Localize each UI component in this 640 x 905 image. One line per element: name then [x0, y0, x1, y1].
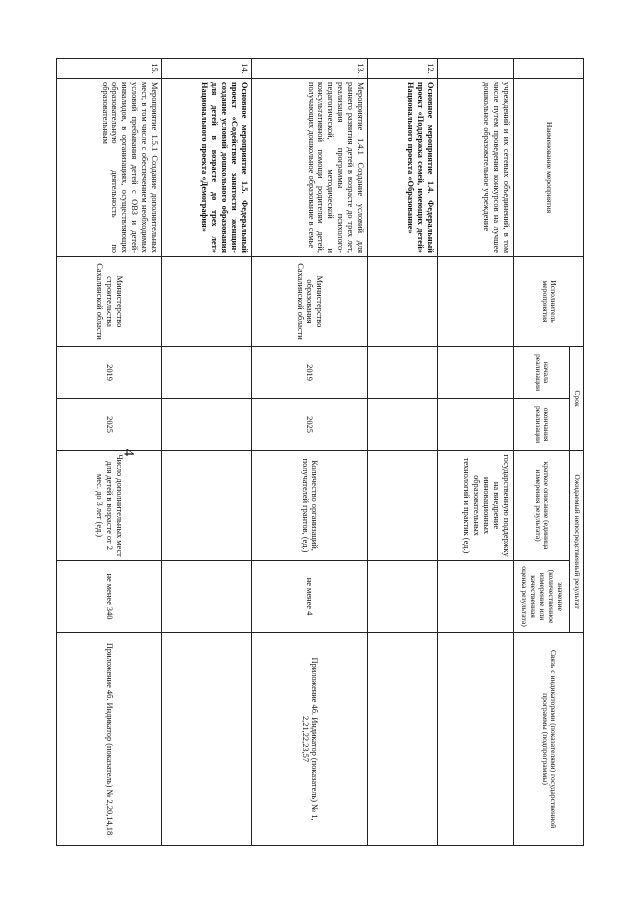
row-result-value: не менее 4: [252, 561, 368, 633]
header-result-value: значение (количественное измерение или качественная оценка результата): [514, 561, 570, 633]
row-name: учреждений и их сетевых объединений, в том числе путем проведения конкурсов на лучшее дошкольное образовательное учреждение: [438, 79, 514, 257]
table-row: [162, 59, 252, 846]
page-number: 4: [120, 448, 137, 457]
row-executor: [368, 257, 438, 347]
row-result-value: не менее 340: [57, 561, 162, 633]
row-end: [368, 399, 438, 451]
row-result-desc: Число дополнительных мест для детей в возрасте от 2 мес. до 3 лет (ед.): [57, 451, 162, 561]
row-start: [162, 347, 252, 399]
row-num: 13.: [252, 59, 368, 79]
row-executor: [162, 257, 252, 347]
measures-table: [56, 58, 584, 846]
row-start: [368, 347, 438, 399]
row-start: 2019: [57, 347, 162, 399]
header-result: Ожидаемый непосредственный результат: [570, 451, 584, 633]
table-row: [252, 59, 368, 846]
row-link: [368, 633, 438, 846]
table-row: [368, 59, 438, 846]
row-name: Мероприятие 1.5.1 Создание дополнительных мест, в том числе с обеспечением необходимых условий пребывания детей с ОВЗ и детей-инвалидов, в организациях, осуществляющих образовательную деятельность по образовательным: [57, 79, 162, 257]
row-name: Основное мероприятие 1.4. Федеральный проект «Поддержка семей, имеющих детей» Национального проекта «Образование»: [368, 79, 438, 257]
header-num: [514, 59, 584, 79]
document-sheet: [56, 58, 584, 846]
row-result-desc: государственную поддержку на внедрение инновационных образовательных технологий и практик (ед.): [438, 451, 514, 561]
header-result-desc: краткое описание (единица измерения результата): [514, 451, 570, 561]
row-num: 15.: [57, 59, 162, 79]
header-term-end: окончания реализации: [514, 399, 570, 451]
row-result-desc: Количество организаций, получателей грантов, (ед.): [252, 451, 368, 561]
row-start: [438, 347, 514, 399]
row-link: [438, 633, 514, 846]
row-executor: [438, 257, 514, 347]
row-executor: Министерство строительства Сахалинской области: [57, 257, 162, 347]
row-link: [162, 633, 252, 846]
table-row: [438, 59, 514, 846]
row-num: [438, 59, 514, 79]
row-result-value: [368, 561, 438, 633]
row-name: Мероприятие 1.4.1 Создание условий для раннего развития детей в возрасте до трех лет, реализация программы психолого-педагогической, методической и консультативной помощи родителям детей, получающих дошкольное образование в семье: [252, 79, 368, 257]
row-result-value: [438, 561, 514, 633]
row-result-desc: [162, 451, 252, 561]
row-executor: Министерство образования Сахалинской области: [252, 257, 368, 347]
row-end: 2025: [252, 399, 368, 451]
header-term: Срок: [570, 347, 584, 451]
row-result-value: [162, 561, 252, 633]
row-end: [438, 399, 514, 451]
table-row: [57, 59, 162, 846]
row-start: 2019: [252, 347, 368, 399]
row-end: 2025: [57, 399, 162, 451]
row-num: 12.: [368, 59, 438, 79]
row-end: [162, 399, 252, 451]
row-num: 14.: [162, 59, 252, 79]
header-name: Наименование мероприятия: [514, 79, 584, 257]
header-term-start: начала реализации: [514, 347, 570, 399]
row-link: Приложение 4б. Индикатор (показатель) № 2,20,14,18: [57, 633, 162, 846]
row-name: Основное мероприятие 1.5. Федеральный проект «Содействие занятости женщин-создание условий дошкольного образования для детей в возрасте до трех лет» Национального проекта «Демография»: [162, 79, 252, 257]
row-result-desc: [368, 451, 438, 561]
header-executor: Исполнитель мероприятия: [514, 257, 584, 347]
row-link: Приложение 4б. Индикатор (показатель) № 1, 2,21,22,23,57: [252, 633, 368, 846]
header-link: Связь с индикаторами (показателями) государственной программы (подпрограммы): [514, 633, 584, 846]
